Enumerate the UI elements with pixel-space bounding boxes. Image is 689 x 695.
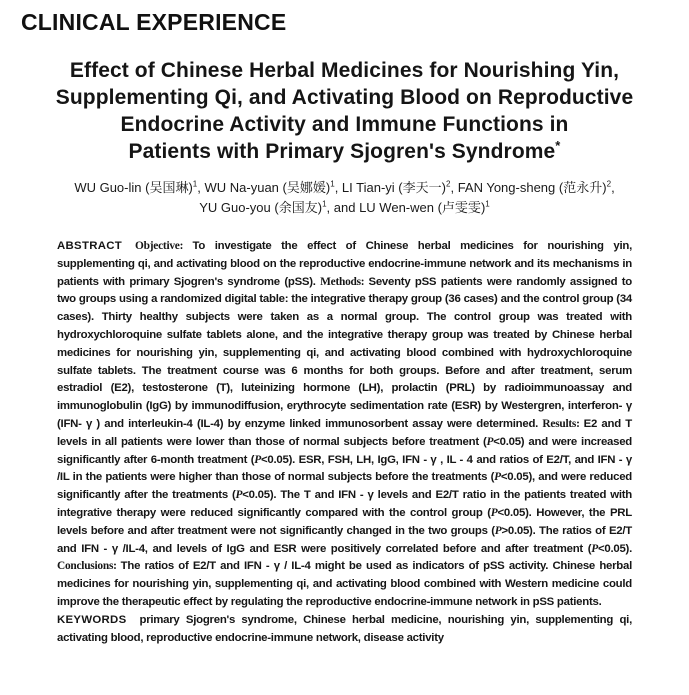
title-line-1: Effect of Chinese Herbal Medicines for Nourishing Yin, — [69, 59, 620, 82]
title-line-2: Supplementing Qi, and Activating Blood on Reproductive — [55, 86, 634, 109]
title-line-4: Patients with Primary Sjogren's Syndrome* — [128, 138, 561, 163]
section-header: CLINICAL EXPERIENCE — [21, 9, 287, 35]
authors-line-1: WU Guo-lin (吴国琳)$^1$, WU Na-yuan (吴娜媛)$^1$, LI Tian-yi (李天一)$^2$, FAN Yong-sheng (范永升)$^2$, — [74, 179, 615, 196]
keywords-paragraph: KEYWORDS primary Sjogren's syndrome, Chinese herbal medicine, nourishing yin, supplementing qi, activating blood, reproductive endocrine-immune network, disease activity — [57, 613, 632, 644]
title-line-3: Endocrine Activity and Immune Functions in — [120, 113, 569, 136]
author-list — [0, 178, 689, 218]
authors-line-2: YU Guo-you (余国友)$^1$, and LU Wen-wen (卢雯雯)$^1$ — [199, 199, 490, 216]
abstract-paragraph: ABSTRACT Objective: To investigate the effect of Chinese herbal medicines for nourishing yin, supplementing qi, and activating blood on the reproductive endocrine-immune network and its mechanisms in patients with primary Sjogren's syndrome (pSS). Methods: Seventy pSS patients were randomly assigned to two groups using a randomized digital table: the integrative therapy group (36 cases) and the control group (34 cases). Thirty healthy subjects were taken as a normal group. The control group was treated with hydroxychloroquine sulfate tablets alone, and the integrative therapy group was treated by Chinese herbal medicines for nourishing yin, supplementing qi, and activating blood combined with hydroxychloroquine sulfate tablets. The treatment course was 6 months for both groups. Before and after treatment, serum estradiol (E2), testosterone (T), luteinizing hormone (LH), prolactin (PRL) by radioimmunoassay and immunoglobulin (IgG) by immunodiffusion, erythrocyte sedimentation rate (ESR) by Westergren, interferon- γ (IFN- γ ) and interleukin-4 (IL-4) by enzyme linked immunosorbent assay were determined. Results: E2 and T levels in all patients were lower than those of normal subjects before treatment (P<0.05) and were increased significantly after 6-month treatment (P<0.05). ESR, FSH, LH, IgG, IFN - γ , IL - 4 and ratios of E2/T, and IFN - γ /IL in the patients were higher than those of normal subjects before the treatments (P<0.05), and were reduced significantly after the treatments (P<0.05). The T and IFN - γ levels and E2/T ratio in the patients treated with integrative therapy were reduced significantly compared with the control group (P<0.05). However, the PRL levels before and after treatment were not significantly changed in the two groups (P>0.05). The ratios of E2/T and IFN - γ /IL-4, and levels of IgG and ESR were positively correlated before and after treatment (P<0.05). Conclusions: The ratios of E2/T and IFN - γ / IL-4 might be used as indicators of pSS activity. Chinese herbal medicines for nourishing yin, supplementing qi, and activating blood combined with Western medicine could improve the therapeutic effect by regulating the reproductive endocrine-immune network in pSS patients. — [57, 240, 632, 608]
paper-title — [0, 57, 689, 165]
